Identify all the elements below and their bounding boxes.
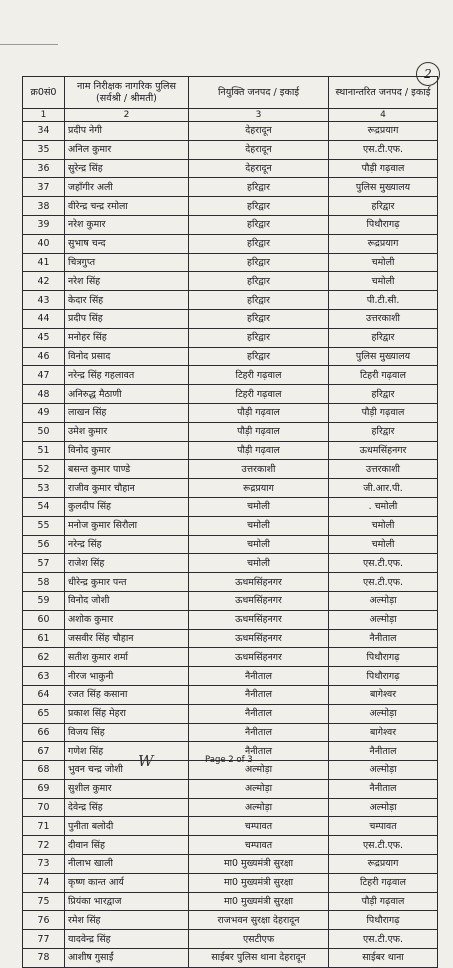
officer-name: आशीष गुसाईं bbox=[65, 949, 189, 968]
posted-district: हरिद्वार bbox=[189, 328, 329, 347]
table-row bbox=[23, 215, 438, 234]
page-footer: Page 2 of 3 bbox=[205, 755, 253, 765]
posted-district: ऊधमसिंहनगर bbox=[189, 648, 329, 667]
table-row bbox=[23, 347, 438, 366]
posted-district: नैनीताल bbox=[189, 742, 329, 761]
header-name: नाम निरीक्षक नागरिक पुलिस (सर्वश्री / श्रीमती) bbox=[65, 77, 189, 109]
transferred-district: जी.आर.पी. bbox=[329, 479, 438, 498]
table-row bbox=[23, 460, 438, 479]
transferred-district: पौड़ी गढ़वाल bbox=[329, 159, 438, 178]
table-row bbox=[23, 309, 438, 328]
table-row bbox=[23, 817, 438, 836]
posted-district: चम्पावत bbox=[189, 836, 329, 855]
table-row bbox=[23, 610, 438, 629]
row-serial: 45 bbox=[23, 328, 65, 347]
row-serial: 55 bbox=[23, 516, 65, 535]
row-serial: 40 bbox=[23, 234, 65, 253]
row-serial: 59 bbox=[23, 591, 65, 610]
posted-district: ऊधमसिंहनगर bbox=[189, 591, 329, 610]
transferred-district: साईबर थाना bbox=[329, 949, 438, 968]
posted-district: चमोली bbox=[189, 554, 329, 573]
officer-name: धीरेन्द्र कुमार पन्त bbox=[65, 573, 189, 592]
row-serial: 52 bbox=[23, 460, 65, 479]
table-row bbox=[23, 140, 438, 159]
table-row bbox=[23, 685, 438, 704]
row-serial: 68 bbox=[23, 761, 65, 780]
officer-name: प्रदीप नेगी bbox=[65, 122, 189, 141]
table-row bbox=[23, 328, 438, 347]
header-transferred-district: स्थानान्तरित जनपद / इकाई bbox=[329, 77, 438, 109]
posted-district: नैनीताल bbox=[189, 723, 329, 742]
row-serial: 69 bbox=[23, 779, 65, 798]
row-serial: 70 bbox=[23, 798, 65, 817]
officer-name: जसवीर सिंह चौहान bbox=[65, 629, 189, 648]
transferred-district: पी.टी.सी. bbox=[329, 291, 438, 310]
column-number: 3 bbox=[189, 109, 329, 122]
table-row bbox=[23, 573, 438, 592]
table-row bbox=[23, 949, 438, 968]
transferred-district: हरिद्वार bbox=[329, 328, 438, 347]
transferred-district: उत्तरकाशी bbox=[329, 309, 438, 328]
row-serial: 61 bbox=[23, 629, 65, 648]
table-row bbox=[23, 178, 438, 197]
table-row bbox=[23, 648, 438, 667]
row-serial: 77 bbox=[23, 930, 65, 949]
table-row bbox=[23, 873, 438, 892]
row-serial: 44 bbox=[23, 309, 65, 328]
posted-district: एसटीएफ bbox=[189, 930, 329, 949]
row-serial: 51 bbox=[23, 441, 65, 460]
row-serial: 46 bbox=[23, 347, 65, 366]
row-serial: 37 bbox=[23, 178, 65, 197]
table-row bbox=[23, 629, 438, 648]
posted-district: मा0 मुख्यमंत्री सुरक्षा bbox=[189, 892, 329, 911]
posted-district: टिहरी गढ़वाल bbox=[189, 385, 329, 404]
table-row bbox=[23, 911, 438, 930]
transferred-district: अल्मोड़ा bbox=[329, 610, 438, 629]
table-row bbox=[23, 272, 438, 291]
transferred-district: एस.टी.एफ. bbox=[329, 554, 438, 573]
row-serial: 76 bbox=[23, 911, 65, 930]
row-serial: 65 bbox=[23, 704, 65, 723]
officer-name: मनोहर सिंह bbox=[65, 328, 189, 347]
transferred-district: चमोली bbox=[329, 535, 438, 554]
row-serial: 62 bbox=[23, 648, 65, 667]
officer-name: मनोज कुमार सिरौला bbox=[65, 516, 189, 535]
table-body bbox=[23, 122, 438, 968]
row-serial: 47 bbox=[23, 366, 65, 385]
posted-district: चम्पावत bbox=[189, 817, 329, 836]
officer-name: विनोद जोशी bbox=[65, 591, 189, 610]
posted-district: देहरादून bbox=[189, 140, 329, 159]
officer-name: अनिल कुमार bbox=[65, 140, 189, 159]
transferred-district: नैनीताल bbox=[329, 629, 438, 648]
posted-district: पौड़ी गढ़वाल bbox=[189, 441, 329, 460]
posted-district: देहरादून bbox=[189, 122, 329, 141]
posted-district: राजभवन सुरक्षा देहरादून bbox=[189, 911, 329, 930]
row-serial: 67 bbox=[23, 742, 65, 761]
officer-name: अशोक कुमार bbox=[65, 610, 189, 629]
header-posted-district: नियुक्ति जनपद / इकाई bbox=[189, 77, 329, 109]
row-serial: 60 bbox=[23, 610, 65, 629]
transferred-district: ऊधमसिंहनगर bbox=[329, 441, 438, 460]
officer-name: नरेन्द्र सिंह bbox=[65, 535, 189, 554]
transferred-district: बागेश्वर bbox=[329, 723, 438, 742]
row-serial: 57 bbox=[23, 554, 65, 573]
posted-district: नैनीताल bbox=[189, 685, 329, 704]
officer-name: रजत सिंह कसाना bbox=[65, 685, 189, 704]
transferred-district: बागेश्वर bbox=[329, 685, 438, 704]
transferred-district: नैनीताल bbox=[329, 742, 438, 761]
table-row bbox=[23, 554, 438, 573]
officer-name: प्रकाश सिंह मेहरा bbox=[65, 704, 189, 723]
transferred-district: एस.टी.एफ. bbox=[329, 836, 438, 855]
officer-name: नीलाभ खाली bbox=[65, 855, 189, 874]
officer-name: सुशील कुमार bbox=[65, 779, 189, 798]
posted-district: पौड़ी गढ़वाल bbox=[189, 422, 329, 441]
posted-district: हरिद्वार bbox=[189, 215, 329, 234]
posted-district: अल्मोड़ा bbox=[189, 798, 329, 817]
row-serial: 63 bbox=[23, 667, 65, 686]
transferred-district: रूद्रप्रयाग bbox=[329, 234, 438, 253]
officer-name: लाखन सिंह bbox=[65, 403, 189, 422]
officer-name: भुवन चन्द्र जोशी bbox=[65, 761, 189, 780]
column-number: 1 bbox=[23, 109, 65, 122]
row-serial: 56 bbox=[23, 535, 65, 554]
posted-district: हरिद्वार bbox=[189, 197, 329, 216]
table-row bbox=[23, 291, 438, 310]
posted-district: चमोली bbox=[189, 516, 329, 535]
row-serial: 58 bbox=[23, 573, 65, 592]
officer-name: विनोद प्रसाद bbox=[65, 347, 189, 366]
transferred-district: एस.टी.एफ. bbox=[329, 930, 438, 949]
table-row bbox=[23, 535, 438, 554]
officer-name: उमेश कुमार bbox=[65, 422, 189, 441]
transferred-district: अल्मोड़ा bbox=[329, 591, 438, 610]
column-number: 4 bbox=[329, 109, 438, 122]
officer-name: केदार सिंह bbox=[65, 291, 189, 310]
table-header bbox=[23, 77, 438, 122]
posted-district: नैनीताल bbox=[189, 667, 329, 686]
table-row bbox=[23, 516, 438, 535]
table-row bbox=[23, 197, 438, 216]
table-row bbox=[23, 836, 438, 855]
table-row bbox=[23, 892, 438, 911]
posted-district: अल्मोड़ा bbox=[189, 779, 329, 798]
transferred-district: पिथौरागढ़ bbox=[329, 648, 438, 667]
transferred-district: चमोली bbox=[329, 272, 438, 291]
posted-district: मा0 मुख्यमंत्री सुरक्षा bbox=[189, 873, 329, 892]
transferred-district: . चमोली bbox=[329, 497, 438, 516]
row-serial: 42 bbox=[23, 272, 65, 291]
transferred-district: रूद्रप्रयाग bbox=[329, 122, 438, 141]
officer-name: सुरेन्द्र सिंह bbox=[65, 159, 189, 178]
transferred-district: पौड़ी गढ़वाल bbox=[329, 403, 438, 422]
officer-name: देवेन्द्र सिंह bbox=[65, 798, 189, 817]
transferred-district: पिथौरागढ़ bbox=[329, 911, 438, 930]
table-row bbox=[23, 704, 438, 723]
header-serial: क्र0सं0 bbox=[23, 77, 65, 109]
officer-name: बसन्त कुमार पाण्डे bbox=[65, 460, 189, 479]
row-serial: 54 bbox=[23, 497, 65, 516]
table-row bbox=[23, 855, 438, 874]
posted-district: हरिद्वार bbox=[189, 234, 329, 253]
top-rule bbox=[0, 44, 58, 45]
table-row bbox=[23, 253, 438, 272]
row-serial: 66 bbox=[23, 723, 65, 742]
posted-district: ऊधमसिंहनगर bbox=[189, 573, 329, 592]
posted-district: रूद्रप्रयाग bbox=[189, 479, 329, 498]
transferred-district: पुलिस मुख्यालय bbox=[329, 178, 438, 197]
posted-district: हरिद्वार bbox=[189, 272, 329, 291]
table-row bbox=[23, 403, 438, 422]
posted-district: चमोली bbox=[189, 535, 329, 554]
row-serial: 74 bbox=[23, 873, 65, 892]
table-row bbox=[23, 723, 438, 742]
table-row bbox=[23, 422, 438, 441]
transferred-district: एस.टी.एफ. bbox=[329, 140, 438, 159]
row-serial: 50 bbox=[23, 422, 65, 441]
transferred-district: उत्तरकाशी bbox=[329, 460, 438, 479]
transferred-district: रूद्रप्रयाग bbox=[329, 855, 438, 874]
officer-name: राजीव कुमार चौहान bbox=[65, 479, 189, 498]
transferred-district: अल्मोड़ा bbox=[329, 798, 438, 817]
row-serial: 75 bbox=[23, 892, 65, 911]
transferred-district: हरिद्वार bbox=[329, 197, 438, 216]
officer-name: जहाँगीर अली bbox=[65, 178, 189, 197]
officer-name: रमेश सिंह bbox=[65, 911, 189, 930]
row-serial: 48 bbox=[23, 385, 65, 404]
transferred-district: अल्मोड़ा bbox=[329, 761, 438, 780]
table-row bbox=[23, 479, 438, 498]
row-serial: 53 bbox=[23, 479, 65, 498]
table-row bbox=[23, 122, 438, 141]
officer-name: गणेश सिंह bbox=[65, 742, 189, 761]
table-row bbox=[23, 441, 438, 460]
officer-name: सतीश कुमार शर्मा bbox=[65, 648, 189, 667]
officer-name: प्रियंका भारद्वाज bbox=[65, 892, 189, 911]
transferred-district: टिहरी गढ़वाल bbox=[329, 366, 438, 385]
posted-district: टिहरी गढ़वाल bbox=[189, 366, 329, 385]
posted-district: देहरादून bbox=[189, 159, 329, 178]
row-serial: 72 bbox=[23, 836, 65, 855]
row-serial: 34 bbox=[23, 122, 65, 141]
transferred-district: चमोली bbox=[329, 253, 438, 272]
row-serial: 38 bbox=[23, 197, 65, 216]
officer-name: विजय सिंह bbox=[65, 723, 189, 742]
officer-name: दीवान सिंह bbox=[65, 836, 189, 855]
officer-name: अनिरुद्ध मैठाणी bbox=[65, 385, 189, 404]
column-number-row bbox=[23, 109, 438, 122]
officer-name: कृष्ण कान्त आर्य bbox=[65, 873, 189, 892]
row-serial: 43 bbox=[23, 291, 65, 310]
officer-name: नरेश सिंह bbox=[65, 272, 189, 291]
officer-name: कुलदीप सिंह bbox=[65, 497, 189, 516]
transferred-district: हरिद्वार bbox=[329, 385, 438, 404]
officer-name: पुनीता बलोदी bbox=[65, 817, 189, 836]
transferred-district: टिहरी गढ़वाल bbox=[329, 873, 438, 892]
posted-district: ऊधमसिंहनगर bbox=[189, 610, 329, 629]
row-serial: 73 bbox=[23, 855, 65, 874]
officer-name: नरेन्द्र सिंह गहलावत bbox=[65, 366, 189, 385]
posted-district: साईबर पुलिस थाना देहरादून bbox=[189, 949, 329, 968]
signature: W bbox=[138, 752, 154, 770]
column-number: 2 bbox=[65, 109, 189, 122]
row-serial: 36 bbox=[23, 159, 65, 178]
row-serial: 49 bbox=[23, 403, 65, 422]
officer-name: राजेश सिंह bbox=[65, 554, 189, 573]
officer-name: नीरज भाकुनी bbox=[65, 667, 189, 686]
transferred-district: पिथौरागढ़ bbox=[329, 667, 438, 686]
row-serial: 78 bbox=[23, 949, 65, 968]
table-row bbox=[23, 667, 438, 686]
table-row bbox=[23, 385, 438, 404]
posted-district: हरिद्वार bbox=[189, 178, 329, 197]
officer-name: वीरेन्द्र चन्द्र रमोला bbox=[65, 197, 189, 216]
row-serial: 71 bbox=[23, 817, 65, 836]
table-row bbox=[23, 591, 438, 610]
transferred-district: चमोली bbox=[329, 516, 438, 535]
posted-district: अल्मोड़ा bbox=[189, 761, 329, 780]
officer-name: चित्रगुप्त bbox=[65, 253, 189, 272]
officer-name: प्रदीप सिंह bbox=[65, 309, 189, 328]
posted-district: ऊधमसिंहनगर bbox=[189, 629, 329, 648]
transferred-district: नैनीताल bbox=[329, 779, 438, 798]
transfer-table bbox=[22, 76, 438, 968]
transferred-district: एस.टी.एफ. bbox=[329, 573, 438, 592]
posted-district: चमोली bbox=[189, 497, 329, 516]
row-serial: 41 bbox=[23, 253, 65, 272]
table-row bbox=[23, 779, 438, 798]
transferred-district: अल्मोड़ा bbox=[329, 704, 438, 723]
row-serial: 35 bbox=[23, 140, 65, 159]
transferred-district: पिथौरागढ़ bbox=[329, 215, 438, 234]
row-serial: 39 bbox=[23, 215, 65, 234]
posted-district: हरिद्वार bbox=[189, 291, 329, 310]
transferred-district: चम्पावत bbox=[329, 817, 438, 836]
officer-name: विनोद कुमार bbox=[65, 441, 189, 460]
row-serial: 64 bbox=[23, 685, 65, 704]
table-row bbox=[23, 366, 438, 385]
page-number-mark: 2 bbox=[416, 62, 440, 86]
posted-district: पौड़ी गढ़वाल bbox=[189, 403, 329, 422]
transferred-district: हरिद्वार bbox=[329, 422, 438, 441]
officer-name: यादवेन्द्र सिंह bbox=[65, 930, 189, 949]
posted-district: नैनीताल bbox=[189, 704, 329, 723]
table-row bbox=[23, 234, 438, 253]
posted-district: हरिद्वार bbox=[189, 347, 329, 366]
posted-district: हरिद्वार bbox=[189, 253, 329, 272]
table-row bbox=[23, 497, 438, 516]
posted-district: हरिद्वार bbox=[189, 309, 329, 328]
transferred-district: पौड़ी गढ़वाल bbox=[329, 892, 438, 911]
posted-district: मा0 मुख्यमंत्री सुरक्षा bbox=[189, 855, 329, 874]
table-row bbox=[23, 798, 438, 817]
officer-name: सुभाष चन्द bbox=[65, 234, 189, 253]
officer-name: नरेश कुमार bbox=[65, 215, 189, 234]
table-row bbox=[23, 159, 438, 178]
posted-district: उत्तरकाशी bbox=[189, 460, 329, 479]
transferred-district: पुलिस मुख्यालय bbox=[329, 347, 438, 366]
table-row bbox=[23, 930, 438, 949]
